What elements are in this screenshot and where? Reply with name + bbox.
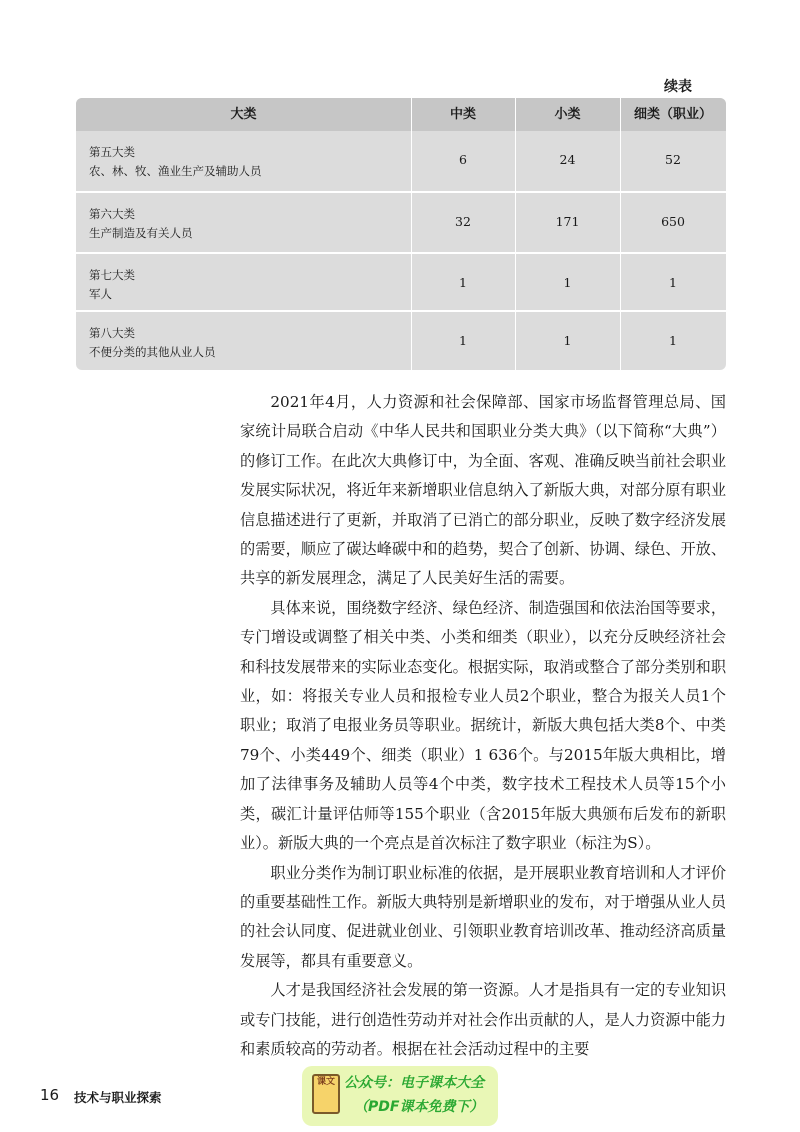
row-desc: 生产制造及有关人员 — [89, 226, 193, 240]
cell-fine: 1 — [669, 333, 677, 348]
row-title: 第七大类 — [89, 268, 135, 282]
cell-minor: 171 — [555, 214, 580, 229]
header-minor-class: 小类 — [554, 107, 581, 122]
book-icon: 课文 — [312, 1074, 340, 1114]
continued-label: 续表 — [664, 79, 692, 95]
table-header — [76, 98, 726, 131]
row-title: 第五大类 — [89, 145, 135, 159]
cell-minor: 1 — [563, 333, 572, 348]
row-desc: 军人 — [89, 287, 112, 301]
paragraph: 人才是我国经济社会发展的第一资源。人才是指具有一定的专业知识或专门技能，进行创造性劳动并对社会作出贡献的人，是人力资源中能力和素质较高的劳动者。根据在社会活动过程中的主要 — [240, 981, 727, 1058]
cell-middle: 1 — [459, 275, 467, 290]
page-number: 16 — [40, 1086, 60, 1104]
cell-fine: 650 — [661, 214, 685, 229]
row-title: 第六大类 — [89, 207, 135, 221]
cell-fine: 52 — [665, 152, 681, 167]
header-middle-class: 中类 — [449, 107, 476, 122]
paragraph: 2021年4月，人力资源和社会保障部、国家市场监督管理总局、国家统计局联合启动《中华人民共和国职业分类大典》（以下简称“大典”）的修订工作。在此次大典修订中，为全面、客观、准确反映当前社会职业发展实际状况，将近年来新增职业信息纳入了新版大典，对部分原有职业信息描述进行了更新，并取消了已消亡的部分职业，反映了数字经济发展的需要，顺应了碳达峰碳中和的趋势，契合了创新、协调、绿色、开放、共享的新发展理念，满足了人民美好生活的需要。 — [240, 393, 726, 588]
column-divider — [620, 98, 621, 370]
table-row — [76, 254, 726, 312]
occupation-table — [76, 98, 726, 370]
cell-middle: 6 — [459, 152, 467, 167]
cell-minor: 24 — [559, 152, 576, 167]
column-divider — [411, 98, 412, 370]
watermark-line1: 公众号：电子课本大全 — [344, 1075, 484, 1091]
cell-middle: 32 — [455, 214, 471, 229]
column-divider — [515, 98, 516, 370]
header-major-class: 大类 — [230, 107, 257, 122]
body-text — [240, 388, 726, 1064]
paragraph: 职业分类作为制订职业标准的依据，是开展职业教育培训和人才评价的重要基础性工作。新版大典特别是新增职业的发布，对于增强从业人员的社会认同度、促进就业创业、引领职业教育培训改革、推动经济高质量发展等，都具有重要意义。 — [240, 863, 727, 970]
cell-middle: 1 — [459, 333, 467, 348]
row-desc: 不便分类的其他从业人员 — [89, 345, 216, 359]
paragraph: 具体来说，围绕数字经济、绿色经济、制造强国和依法治国等要求，专门增设或调整了相关中类、小类和细类（职业），以充分反映经济社会和科技发展带来的实际业态变化。根据实际，取消或整合了部分类别和职业，如：将报关专业人员和报检专业人员2个职业，整合为报关人员1个职业；取消了电报业务员等职业。据统计，新版大典包括大类8个、中类79个、小类449个、细类（职业）1 636个。与2015年版大典相比，增加了法律事务及辅助人员等4个中类，数字技术工程技术人员等15个小类，碳汇计量评估师等155个职业（含2015年版大典颁布后发布的新职业）。新版大典的一个亮点是首次标注了数字职业（标注为S）。 — [240, 598, 727, 853]
cell-fine: 1 — [669, 275, 677, 290]
cell-minor: 1 — [563, 275, 572, 290]
header-fine-class: 细类（职业） — [633, 107, 712, 122]
watermark-badge — [302, 1066, 498, 1126]
table-row — [76, 193, 726, 251]
row-title: 第八大类 — [89, 326, 135, 340]
table-row — [76, 131, 726, 189]
table-row — [76, 312, 726, 370]
watermark-line2: （PDF课本免费下） — [354, 1099, 484, 1115]
book-title: 技术与职业探索 — [74, 1090, 162, 1105]
row-desc: 农、林、牧、渔业生产及辅助人员 — [89, 164, 262, 178]
